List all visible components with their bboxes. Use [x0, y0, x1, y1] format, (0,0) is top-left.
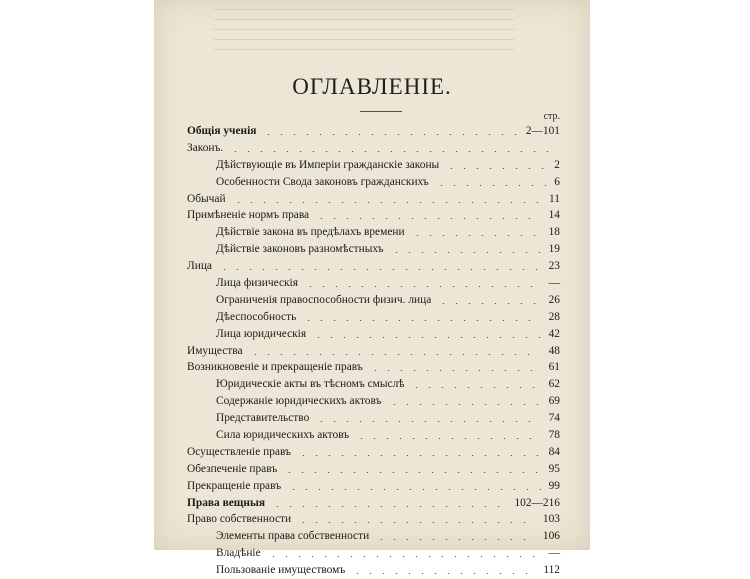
toc-entry-page: 28: [548, 310, 560, 323]
toc-entry-page: —: [548, 277, 560, 290]
toc-entry-page: 102—216: [514, 496, 560, 509]
toc-entry-page: 19: [548, 243, 560, 256]
dot-leader: [445, 168, 546, 169]
dot-leader: [232, 202, 541, 203]
toc-entry-label: Прекращеніе правъ: [187, 479, 282, 492]
toc-entry-page: 2—101: [525, 125, 560, 137]
toc-entry-label: Право собственности: [187, 513, 292, 526]
toc-entry-page: 74: [548, 412, 560, 425]
toc-entry-label: Примѣненіе нормъ права: [187, 209, 310, 222]
dot-leader: [218, 269, 541, 270]
toc-entry-page: 42: [548, 327, 560, 340]
toc-entry-page: 2: [554, 158, 560, 171]
bleed-through-text: [214, 0, 514, 60]
toc-entry-page: 106: [542, 530, 560, 543]
toc-entry-label: Сила юридическихъ актовъ: [216, 429, 350, 442]
toc-entry-label: Обезпеченіе правъ: [187, 462, 278, 475]
toc-entry: [154, 376, 590, 393]
dot-leader: [315, 421, 541, 422]
dot-leader: [351, 573, 535, 574]
toc-entry-page: 69: [548, 395, 560, 408]
toc-entry-page: 103: [542, 513, 560, 526]
page-title: ОГЛАВЛЕНІЕ.: [292, 74, 452, 99]
dot-leader: [271, 506, 506, 507]
dot-leader: [437, 303, 541, 304]
toc-entry: [154, 292, 590, 309]
toc-entry-page: —: [548, 547, 560, 560]
dot-leader: [297, 455, 541, 456]
toc-entry: [154, 123, 590, 140]
toc-entry: [154, 545, 590, 562]
toc-entry: [154, 495, 590, 512]
toc-entry-label: Дѣеспособность: [216, 310, 297, 323]
toc-entry: [154, 224, 590, 241]
toc-entry: [154, 157, 590, 174]
dot-leader: [267, 556, 541, 557]
toc-entry: [154, 174, 590, 191]
toc-entry-page: 95: [548, 462, 560, 475]
dot-leader: [369, 370, 541, 371]
toc-entry-label: Содержаніе юридическихъ актовъ: [216, 395, 382, 408]
toc-entry: [154, 478, 590, 495]
toc-entry: [154, 275, 590, 292]
dot-leader: [297, 522, 535, 523]
dot-leader: [375, 539, 535, 540]
toc-entry-page: 48: [548, 344, 560, 357]
toc-entry-label: Дѣйствующіе въ Имперіи гражданскіе законы: [216, 158, 440, 171]
toc-entry-label: Представительство: [216, 412, 310, 425]
dot-leader: [283, 472, 541, 473]
toc-entry: [154, 444, 590, 461]
toc-entry-label: Лица: [187, 260, 212, 273]
dot-leader: [262, 134, 518, 135]
toc-entry-label: Лица юридическія: [216, 327, 307, 340]
toc-entry-page: 61: [548, 361, 560, 374]
toc-entry-label: Пользованіе имуществомъ: [216, 564, 346, 577]
toc-entry-page: 6: [554, 175, 560, 188]
dot-leader: [315, 218, 541, 219]
toc-entry: [154, 427, 590, 444]
toc-entry: [154, 191, 590, 208]
toc-entry: [154, 343, 590, 360]
toc-entry-page: 26: [548, 293, 560, 306]
toc-entry-label: Дѣйствіе закона въ предѣлахъ времени: [216, 226, 405, 239]
toc-entry-page: 62: [548, 378, 560, 391]
toc-entry-label: Законъ.: [187, 141, 224, 154]
toc-entry-label: Имущества: [187, 344, 243, 357]
toc-entry: [154, 410, 590, 427]
toc-entry-label: Элементы права собственности: [216, 530, 370, 543]
toc-entry-label: Осуществленіе правъ: [187, 445, 291, 458]
toc-entry-label: Особенности Свода законовъ гражданскихъ: [216, 175, 429, 188]
toc-entry-page: 14: [548, 209, 560, 222]
dot-leader: [302, 320, 541, 321]
toc-entry: [154, 528, 590, 545]
dot-leader: [312, 337, 541, 338]
toc-entry: [154, 461, 590, 478]
toc-entry: [154, 140, 590, 157]
toc-entry-label: Права вещныя: [187, 496, 266, 509]
toc-entry-label: Дѣйствіе законовъ разномѣстныхъ: [216, 243, 384, 256]
toc-entry: [154, 562, 590, 579]
toc-entry: [154, 258, 590, 275]
toc-entry-page: 112: [543, 564, 560, 577]
toc-entry-label: Юридическіе акты въ тѣсномъ смыслѣ: [216, 378, 405, 391]
dot-leader: [304, 286, 541, 287]
toc-entry-label: Владѣніе: [216, 547, 261, 560]
title-divider: [360, 111, 402, 112]
toc-entry: [154, 326, 590, 343]
toc-entry-page: 99: [548, 479, 560, 492]
dot-leader: [411, 235, 541, 236]
toc-entry-label: Лица физическія: [216, 277, 298, 290]
dot-leader: [388, 404, 541, 405]
page-column-label: стр.: [543, 111, 560, 122]
dot-leader: [435, 185, 546, 186]
toc-entry-label: Ограниченія правоспособности физич. лица: [216, 293, 432, 306]
toc-entry: [154, 511, 590, 528]
book-page: [154, 0, 590, 577]
toc-entry: [154, 241, 590, 258]
toc-entry-page: 23: [548, 260, 560, 273]
toc-entry-page: 11: [549, 192, 560, 205]
toc-entry-page: 18: [548, 226, 560, 239]
dot-leader: [287, 489, 541, 490]
toc-entry-page: 78: [548, 429, 560, 442]
table-of-contents: [154, 123, 590, 579]
dot-leader: [249, 354, 541, 355]
toc-entry-page: 84: [548, 445, 560, 458]
dot-leader: [229, 151, 552, 152]
toc-entry-label: Общія ученія: [187, 125, 257, 137]
toc-entry: [154, 393, 590, 410]
toc-entry: [154, 309, 590, 326]
dot-leader: [355, 438, 541, 439]
dot-leader: [410, 387, 541, 388]
toc-entry-label: Обычай: [187, 192, 226, 205]
toc-entry-label: Возникновеніе и прекращеніе правъ: [187, 361, 363, 374]
toc-entry: [154, 207, 590, 224]
dot-leader: [390, 252, 541, 253]
toc-entry: [154, 359, 590, 376]
